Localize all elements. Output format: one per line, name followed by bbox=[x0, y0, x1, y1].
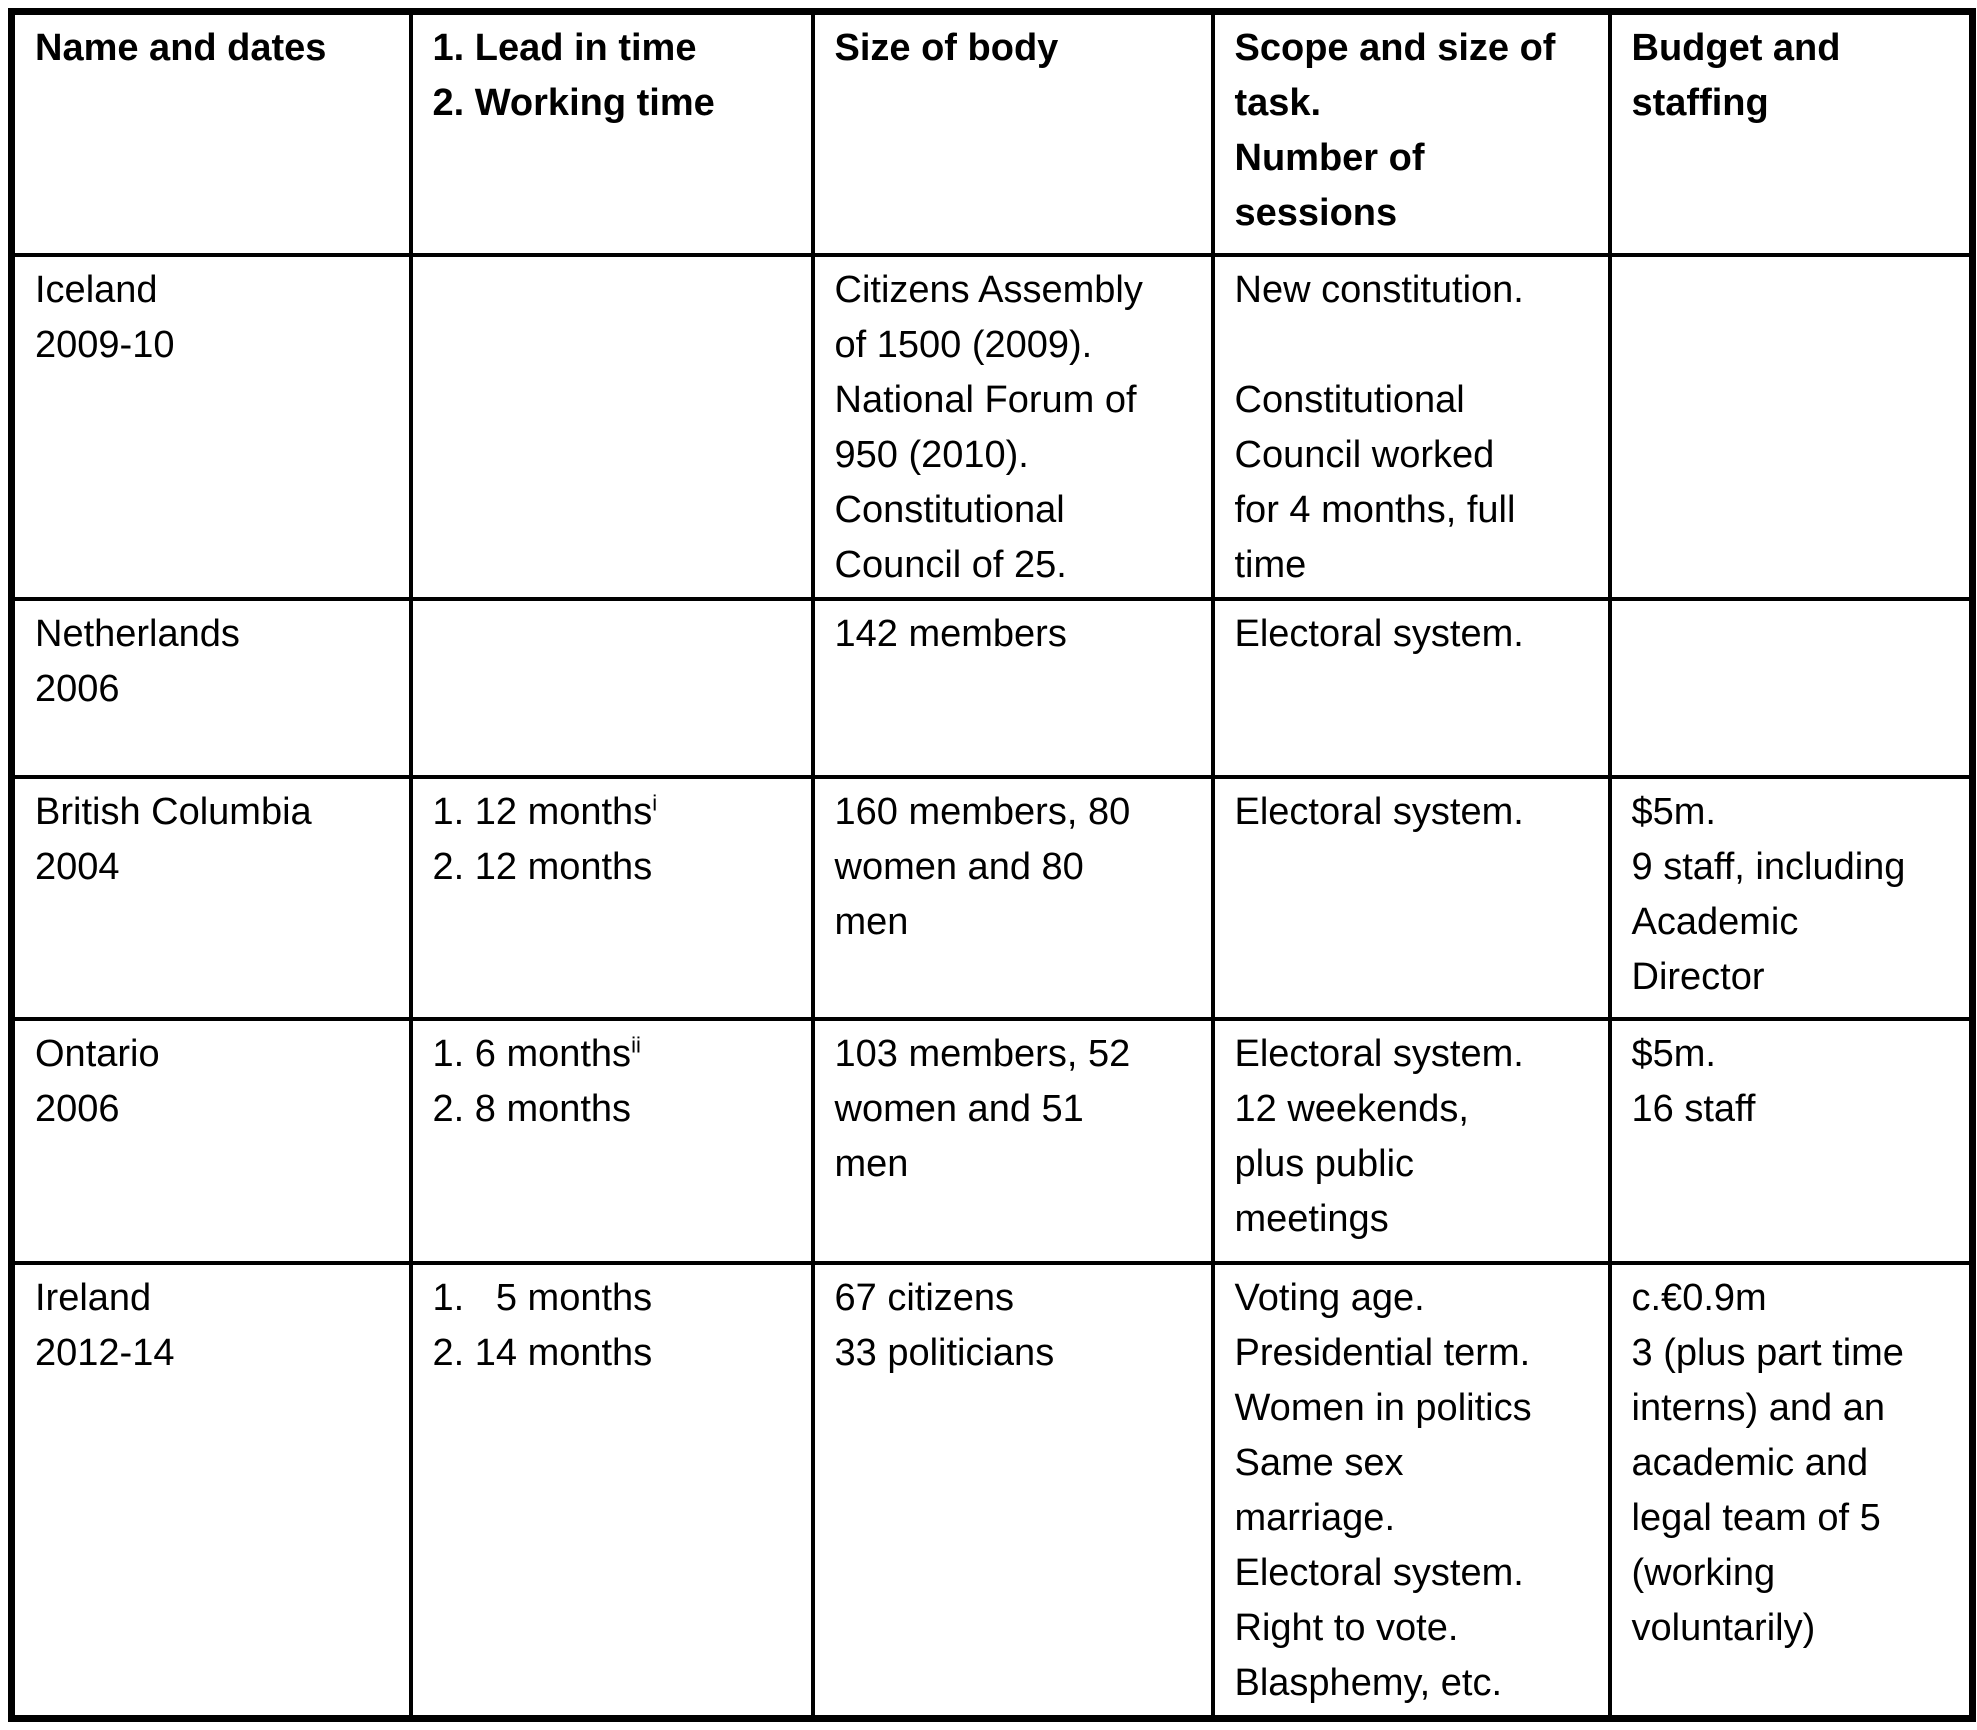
text-line: National Forum of bbox=[834, 379, 1137, 421]
text-line: Director bbox=[1631, 956, 1765, 998]
text-line: 2004 bbox=[35, 846, 120, 888]
text-line: Scope and size of bbox=[1234, 27, 1556, 69]
text-line: Electoral system. bbox=[1234, 1552, 1524, 1594]
cell-iceland-col4 bbox=[1213, 255, 1610, 599]
text-line: Name and dates bbox=[35, 27, 327, 69]
text-line: 1. 5 months bbox=[432, 1277, 653, 1319]
text-line: task. bbox=[1234, 82, 1322, 124]
text-line: Citizens Assembly bbox=[834, 269, 1143, 311]
text-line: Same sex bbox=[1234, 1442, 1404, 1484]
text-line: Budget and bbox=[1631, 27, 1841, 69]
text-line: academic and bbox=[1631, 1442, 1869, 1484]
text-line: (working bbox=[1631, 1552, 1776, 1594]
cell-ireland-col5 bbox=[1610, 1263, 1973, 1719]
text-line: staffing bbox=[1631, 82, 1769, 124]
text-line: 1. Lead in time bbox=[432, 27, 697, 69]
text-line: 1. 6 months$^{ii}$ bbox=[432, 1032, 641, 1075]
text-line: Ireland bbox=[35, 1277, 152, 1319]
text-line: 1. 12 months$^i$ bbox=[432, 790, 658, 833]
cell-netherlands-col3 bbox=[813, 599, 1213, 777]
text-line: 3 (plus part time bbox=[1631, 1332, 1904, 1374]
text-line: Council worked bbox=[1234, 434, 1495, 476]
text-line bbox=[1235, 318, 1600, 373]
text-line: 160 members, 80 bbox=[834, 791, 1131, 833]
cell-iceland-col5 bbox=[1610, 255, 1973, 599]
endnote-ref-ii: ii bbox=[631, 1032, 641, 1058]
text-line: Iceland bbox=[35, 269, 158, 311]
endnote-ref-i: i bbox=[652, 790, 658, 816]
cell-british-columbia-col3 bbox=[813, 777, 1213, 1019]
text-line: Netherlands bbox=[35, 613, 240, 655]
text-line: 2. 14 months bbox=[432, 1332, 653, 1374]
text-line: sessions bbox=[1234, 192, 1398, 234]
cell-ontario-col3 bbox=[813, 1019, 1213, 1263]
conventions-comparison-table bbox=[8, 8, 1976, 1722]
text-line: interns) and an bbox=[1631, 1387, 1885, 1429]
cell-netherlands-col2 bbox=[411, 599, 813, 777]
table-row-british-columbia bbox=[12, 777, 1973, 1019]
text-line: 2. 12 months bbox=[432, 846, 653, 888]
text-line: legal team of 5 bbox=[1631, 1497, 1881, 1539]
cell-ontario-col4 bbox=[1213, 1019, 1610, 1263]
header-cell-scope-and-size-of bbox=[1213, 12, 1610, 256]
text-line: 67 citizens bbox=[834, 1277, 1015, 1319]
cell-iceland-col1 bbox=[12, 255, 411, 599]
text-line: Number of bbox=[1234, 137, 1425, 179]
cell-ontario-col5 bbox=[1610, 1019, 1973, 1263]
table-row-netherlands bbox=[12, 599, 1973, 777]
cell-ireland-col1 bbox=[12, 1263, 411, 1719]
text-line: 2006 bbox=[35, 1088, 120, 1130]
table-body bbox=[12, 255, 1973, 1719]
text-line: c.€0.9m bbox=[1631, 1277, 1767, 1319]
cell-british-columbia-col5 bbox=[1610, 777, 1973, 1019]
text-line: Electoral system. bbox=[1234, 1033, 1524, 1075]
table-row-ontario bbox=[12, 1019, 1973, 1263]
header-cell-1-lead-in-time bbox=[411, 12, 813, 256]
text-line: Ontario bbox=[35, 1033, 160, 1075]
text-line: $5m. bbox=[1631, 791, 1716, 833]
cell-ontario-col2 bbox=[411, 1019, 813, 1263]
text-line: men bbox=[834, 901, 909, 943]
cell-iceland-col2 bbox=[411, 255, 813, 599]
text-line: Presidential term. bbox=[1234, 1332, 1531, 1374]
header-cell-size-of-body bbox=[813, 12, 1213, 256]
text-line: British Columbia bbox=[35, 791, 312, 833]
text-line: 2009-10 bbox=[35, 324, 175, 366]
text-line: Size of body bbox=[834, 27, 1059, 69]
text-line: 103 members, 52 bbox=[834, 1033, 1131, 1075]
cell-ireland-col4 bbox=[1213, 1263, 1610, 1719]
text-line: Constitutional bbox=[1234, 379, 1465, 421]
text-line: 950 (2010). bbox=[834, 434, 1029, 476]
cell-netherlands-col1 bbox=[12, 599, 411, 777]
header-row bbox=[12, 12, 1973, 256]
text-line: $5m. bbox=[1631, 1033, 1716, 1075]
cell-netherlands-col5 bbox=[1610, 599, 1973, 777]
cell-ireland-col3 bbox=[813, 1263, 1213, 1719]
text-line: voluntarily) bbox=[1631, 1607, 1816, 1649]
cell-british-columbia-col2 bbox=[411, 777, 813, 1019]
text-line: 2. Working time bbox=[432, 82, 715, 124]
table-row-ireland bbox=[12, 1263, 1973, 1719]
text-line: Blasphemy, etc. bbox=[1234, 1662, 1503, 1704]
text-line: Voting age. bbox=[1234, 1277, 1425, 1319]
text-line: 2. 8 months bbox=[432, 1088, 632, 1130]
text-line: for 4 months, full bbox=[1234, 489, 1516, 531]
table-row-iceland bbox=[12, 255, 1973, 599]
text-line: 142 members bbox=[834, 613, 1067, 655]
text-line: meetings bbox=[1234, 1198, 1389, 1240]
text-line: 12 weekends, bbox=[1234, 1088, 1469, 1130]
cell-netherlands-col4 bbox=[1213, 599, 1610, 777]
cell-ontario-col1 bbox=[12, 1019, 411, 1263]
cell-british-columbia-col4 bbox=[1213, 777, 1610, 1019]
text-line: New constitution. bbox=[1234, 269, 1524, 311]
text-line: women and 51 bbox=[834, 1088, 1084, 1130]
text-line: 16 staff bbox=[1631, 1088, 1756, 1130]
text-line: men bbox=[834, 1143, 909, 1185]
header-cell-budget-and bbox=[1610, 12, 1973, 256]
text-line: time bbox=[1234, 544, 1307, 586]
text-line: 9 staff, including bbox=[1631, 846, 1906, 888]
text-line: Electoral system. bbox=[1234, 791, 1524, 833]
cell-iceland-col3 bbox=[813, 255, 1213, 599]
text-line: Women in politics bbox=[1234, 1387, 1532, 1429]
text-line: Right to vote. bbox=[1234, 1607, 1459, 1649]
text-line: Constitutional bbox=[834, 489, 1065, 531]
header-cell-name-and-dates bbox=[12, 12, 411, 256]
cell-british-columbia-col1 bbox=[12, 777, 411, 1019]
table-header bbox=[12, 12, 1973, 256]
text-line: Electoral system. bbox=[1234, 613, 1524, 655]
text-line: plus public bbox=[1234, 1143, 1415, 1185]
text-line: 2006 bbox=[35, 668, 120, 710]
cell-ireland-col2 bbox=[411, 1263, 813, 1719]
text-line: 2012-14 bbox=[35, 1332, 175, 1374]
text-line: Academic bbox=[1631, 901, 1799, 943]
text-line: 33 politicians bbox=[834, 1332, 1055, 1374]
text-line: of 1500 (2009). bbox=[834, 324, 1093, 366]
text-line: marriage. bbox=[1234, 1497, 1395, 1539]
text-line: women and 80 bbox=[834, 846, 1084, 888]
text-line: Council of 25. bbox=[834, 544, 1067, 586]
